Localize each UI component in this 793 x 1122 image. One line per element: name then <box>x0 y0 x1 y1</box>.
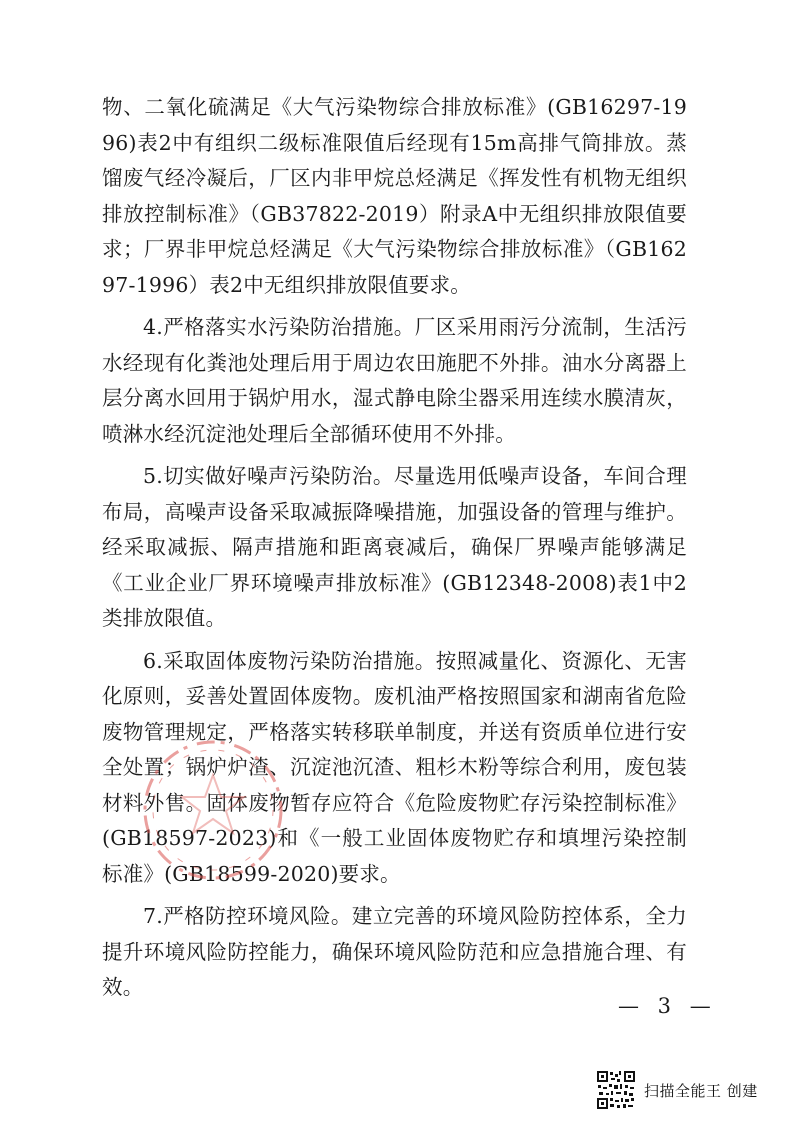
page-number: — 3 — <box>618 994 717 1018</box>
paragraph-solid-waste: 6.采取固体废物污染防治措施。按照减量化、资源化、无害化原则，妥善处置固体废物。废机油严格按照国家和湖南省危险废物管理规定，严格落实转移联单制度，并送有资质单位进行安全处置；锅炉炉渣、沉淀池沉渣、粗杉木粉等综合利用，废包装材料外售。固体废物暂存应符合《危险废物贮存污染控制标准》(GB18597-2023)和《一般工业固体废物贮存和填埋污染控制标准》(GB18599-2020)要求。 <box>102 648 687 886</box>
body-text <box>102 90 687 1006</box>
paragraph-continued-air: 物、二氧化硫满足《大气污染物综合排放标准》(GB16297-1996)表2中有组织二级标准限值后经现有15m高排气筒排放。蒸馏废气经冷凝后，厂区内非甲烷总烃满足《挥发性有机物无组织排放控制标准》（GB37822-2019）附录A中无组织排放限值要求；厂界非甲烷总烃满足《大气污染物综合排放标准》（GB16297-1996）表2中无组织排放限值要求。 <box>102 95 687 297</box>
paragraph-water-pollution: 4.严格落实水污染防治措施。厂区采用雨污分流制，生活污水经现有化粪池处理后用于周边农田施肥不外排。油水分离器上层分离水回用于锅炉用水，湿式静电除尘器采用连续水膜清灰，喷淋水经沉淀池处理后全部循环使用不外排。 <box>102 315 687 446</box>
paragraph-noise-pollution: 5.切实做好噪声污染防治。尽量选用低噪声设备，车间合理布局，高噪声设备采取减振降噪措施，加强设备的管理与维护。经采取减振、隔声措施和距离衰减后，确保厂界噪声能够满足《工业企业厂界环境噪声排放标准》(GB12348-2008)表1中2类排放限值。 <box>102 464 687 630</box>
scanner-watermark <box>596 1068 758 1112</box>
paragraph-environmental-risk: 7.严格防控环境风险。建立完善的环境风险防控体系，全力提升环境风险防控能力，确保环境风险防范和应急措施合理、有效。 <box>102 904 687 999</box>
qr-code-icon <box>596 1070 636 1110</box>
scanner-app-label: 扫描全能王 创建 <box>644 1081 758 1100</box>
